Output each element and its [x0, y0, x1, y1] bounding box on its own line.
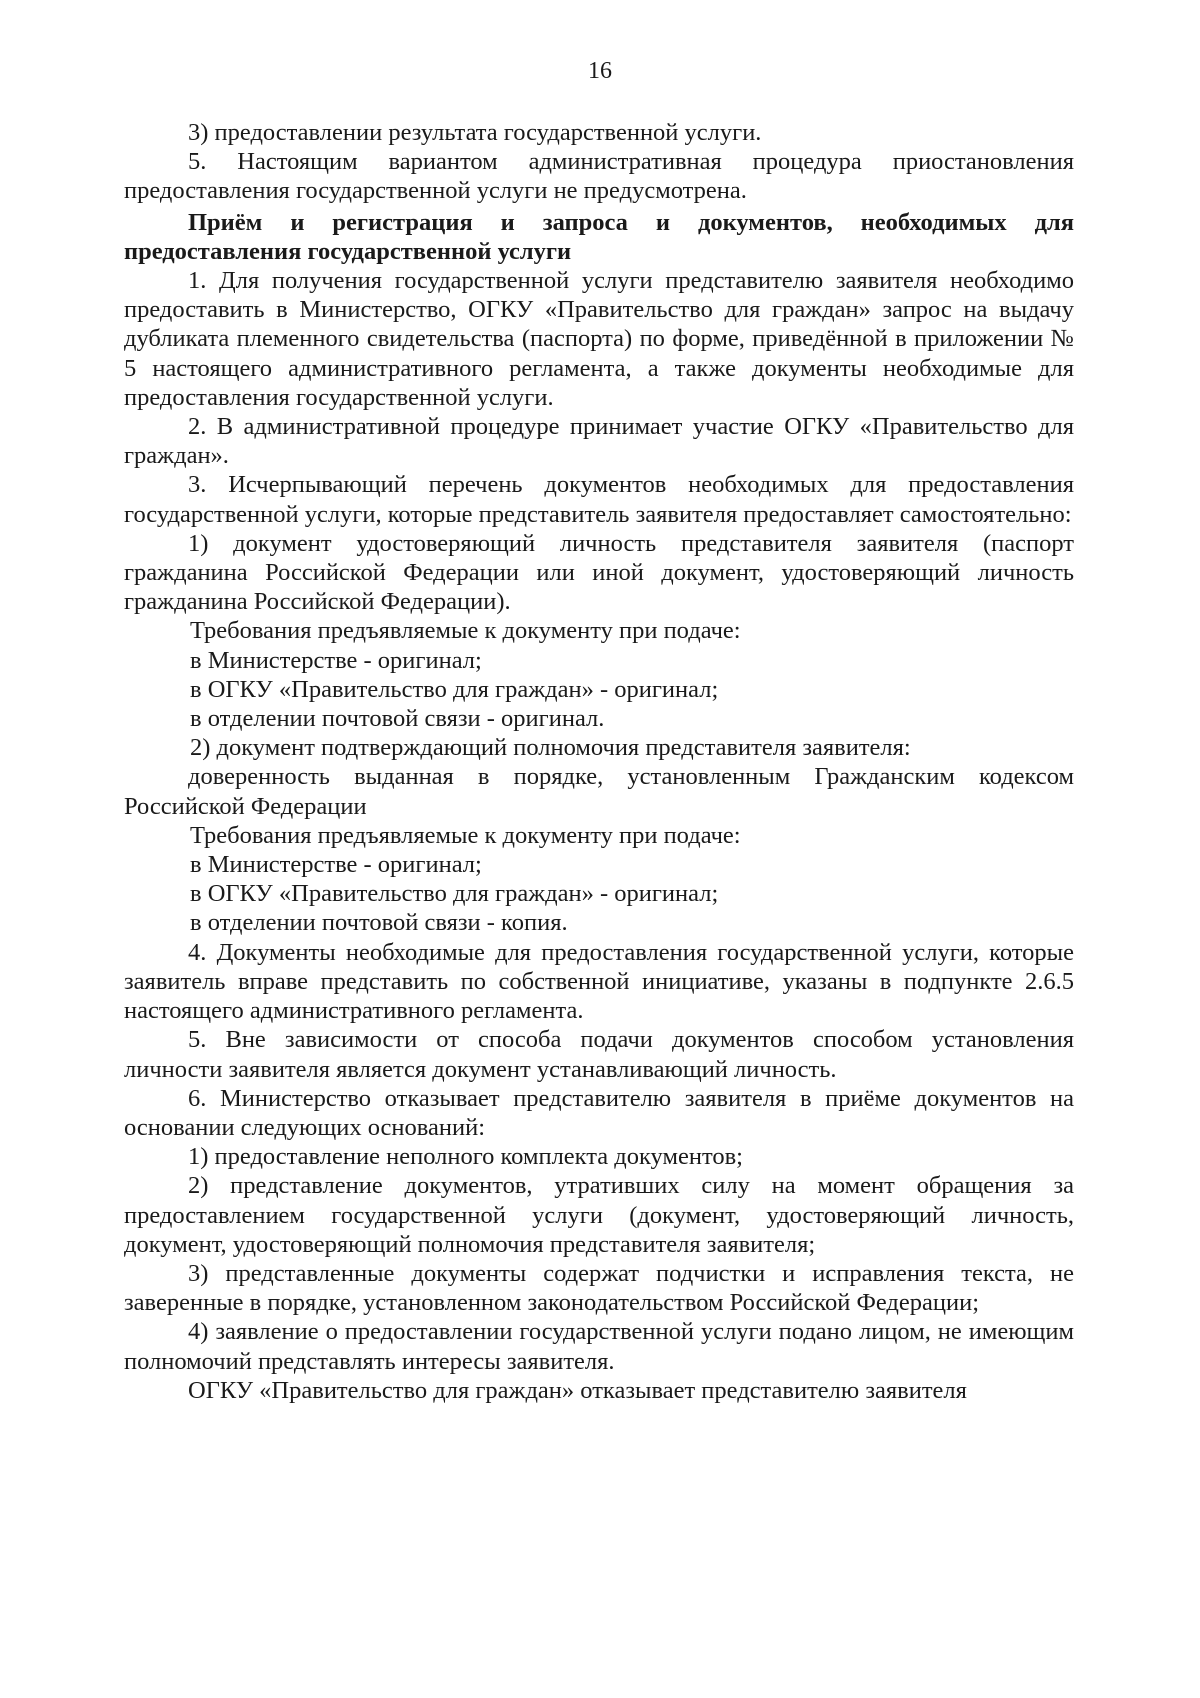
paragraph: ОГКУ «Правительство для граждан» отказывает представителю заявителя	[188, 1376, 967, 1404]
paragraph: 3. Исчерпывающий перечень документов необходимых для предоставления государственной услуги, которые представитель заявителя предоставляет самостоятельно:	[124, 471, 1074, 528]
paragraph: 1) документ удостоверяющий личность представителя заявителя (паспорт гражданина Российской Федерации или иной документ, удостоверяющий личность гражданина Российской Федерации).	[124, 529, 1074, 616]
paragraph: 2) представление документов, утративших силу на момент обращения за предоставлением государственной услуги (документ, удостоверяющий личность, документ, удостоверяющий полномочия представителя заявителя;	[124, 1172, 1074, 1258]
paragraph: в отделении почтовой связи - копия.	[190, 909, 568, 937]
paragraph: Требования предъявляемые к документу при подаче:	[190, 617, 741, 645]
paragraph: 2. В административной процедуре принимает участие ОГКУ «Правительство для граждан».	[124, 413, 1074, 470]
paragraph: 1. Для получения государственной услуги представителю заявителя необходимо предоставить в Министерство, ОГКУ «Правительство для граждан» запрос на выдачу дубликата племенного свидетельства (паспорта) по форме, приведённой в приложении № 5 настоящего административного регламента, а также документы необходимые для предоставления государственной услуги.	[124, 267, 1074, 411]
paragraph: 2) документ подтверждающий полномочия представителя заявителя:	[190, 734, 911, 762]
paragraph: 3) предоставлении результата государственной услуги.	[188, 119, 762, 146]
paragraph: в Министерстве - оригинал;	[190, 851, 482, 879]
paragraph: в отделении почтовой связи - оригинал.	[190, 705, 605, 733]
paragraph: Требования предъявляемые к документу при подаче:	[190, 821, 741, 849]
paragraph: 6. Министерство отказывает представителю заявителя в приёме документов на основании следующих оснований:	[124, 1084, 1074, 1141]
document-body	[124, 118, 1074, 1405]
paragraph: 1) предоставление неполного комплекта документов;	[188, 1143, 743, 1171]
paragraph: 4) заявление о предоставлении государственной услуги подано лицом, не имеющим полномочий представлять интересы заявителя.	[124, 1318, 1074, 1375]
paragraph: в ОГКУ «Правительство для граждан» - оригинал;	[190, 675, 719, 703]
paragraph: в ОГКУ «Правительство для граждан» - оригинал;	[190, 880, 719, 908]
paragraph: доверенность выданная в порядке, установленным Гражданским кодексом Российской Федерации	[124, 763, 1074, 820]
paragraph: 5. Вне зависимости от способа подачи документов способом установления личности заявителя является документ устанавливающий личность.	[124, 1026, 1074, 1083]
paragraph: в Министерстве - оригинал;	[190, 646, 482, 674]
paragraph: 5. Настоящим вариантом административная процедура приостановления предоставления государственной услуги не предусмотрена.	[124, 148, 1074, 205]
paragraph: 4. Документы необходимые для предоставления государственной услуги, которые заявитель вправе представить по собственной инициативе, указаны в подпункте 2.6.5 настоящего административного регламента.	[124, 938, 1074, 1025]
section-heading: Приём и регистрация и запроса и документов, необходимых для предоставления государственной услуги	[124, 208, 1074, 265]
paragraph: 3) представленные документы содержат подчистки и исправления текста, не заверенные в порядке, установленном законодательством Российской Федерации;	[124, 1259, 1074, 1317]
page-number: 16	[588, 58, 612, 84]
